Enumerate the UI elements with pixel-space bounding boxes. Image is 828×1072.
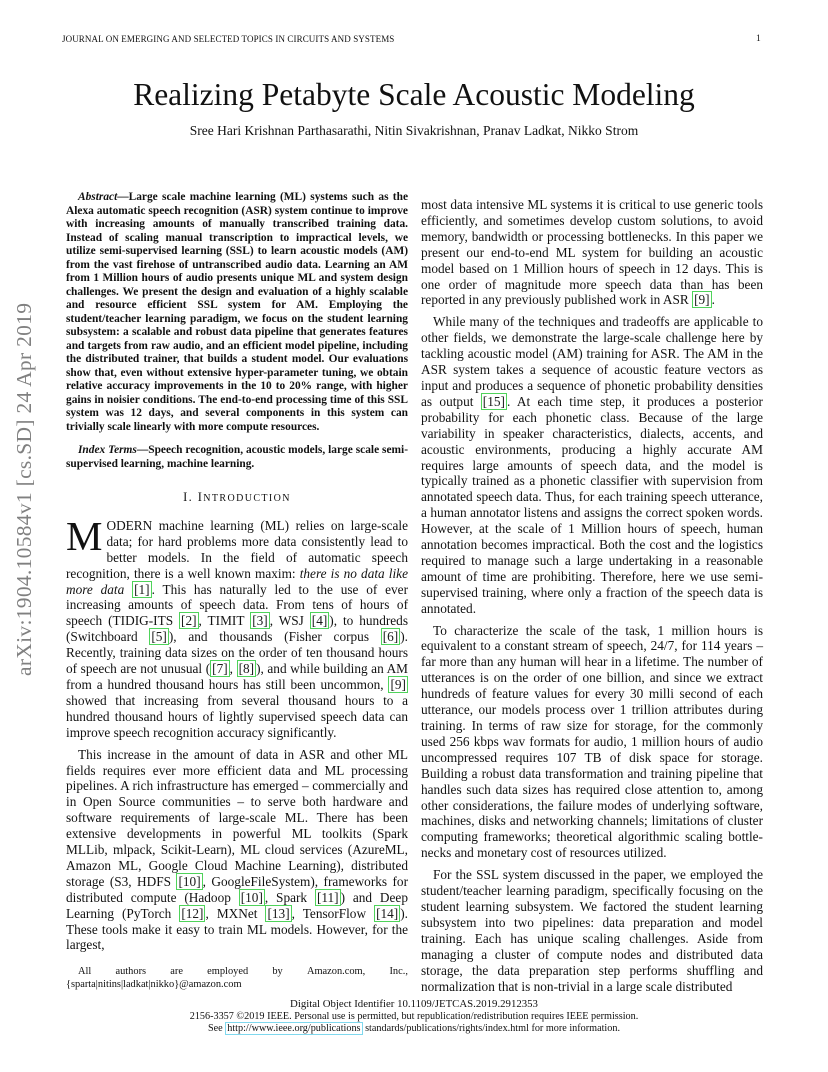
intro-paragraph-2 bbox=[66, 747, 408, 954]
citation-link[interactable]: [4] bbox=[311, 613, 328, 629]
text-run: most data intensive ML systems it is critical to use generic tools efficiently, and sometimes develop custom solutions, to avoid memory, bandwidth or processing bottlenecks. In this paper we present our end-to-end ML system for building an acoustic model based on 1 Million hours of speech in 12 days. This is one order of magnitude more speech data than has been reported in any previously published work in ASR bbox=[421, 197, 763, 308]
right-paragraph-2 bbox=[421, 314, 763, 616]
citation-link[interactable]: [15] bbox=[482, 393, 505, 409]
maxim: there is no data like more data bbox=[66, 565, 408, 597]
citation-link[interactable]: [9] bbox=[390, 676, 406, 692]
footer-rest-text: standards/publications/rights/index.html for more information. bbox=[362, 1023, 620, 1034]
text-run: ), and thousands (Fisher corpus bbox=[168, 629, 381, 645]
text-run: showed that increasing from several thousand hours to a hundred thousand hours of lightly supervised speech data can improve speech recognition accuracy significantly. bbox=[66, 692, 408, 740]
footer-doi: Digital Object Identifier 10.1109/JETCAS.2019.2912353 bbox=[290, 998, 538, 1010]
text-run: . At each time step, it produces a posterior probability for each phonetic class. Because of the large variability in speaker characteristics, dialects, accents, and acoustic environments, producing a highly accurate AM requires large amounts of speech data, and the model is typically trained as a phonetic classifier with supervision from annotated speech data. Thus, for each training speech utterance, a human annotator listens and assigns the correct spoken words. However, at the scale of 1 Million hours of speech, human annotation becomes impractical. Both the cost and the logistics required to manage such a large undertaking in a reasonable amount of time are prohibiting. Therefore, here we use semi-supervised training, where only a fraction of the speech data is annotated. bbox=[421, 393, 763, 616]
text-run: While many of the techniques and tradeoffs are applicable to other fields, we demonstrate the large-scale challenge here by tackling acoustic model (AM) training for ASR. The AM in the ASR system takes a sequence of acoustic feature vectors as input and produces a sequence of phonetic probability densities as output bbox=[421, 314, 763, 409]
citation-link[interactable]: [5] bbox=[151, 629, 167, 645]
text-run: ) and Deep Learning (PyTorch bbox=[66, 889, 408, 921]
index-terms-lead: Index Terms bbox=[78, 444, 137, 456]
abstract-lead: Abstract bbox=[78, 191, 118, 203]
citation-link[interactable]: [7] bbox=[212, 661, 228, 677]
text-run: . bbox=[711, 292, 715, 308]
text-run: , GoogleFileSystem), frameworks for distributed compute (Hadoop bbox=[66, 873, 408, 905]
section-heading bbox=[66, 490, 408, 507]
citation-link[interactable]: [1] bbox=[134, 581, 150, 597]
index-terms-text: —Speech recognition, acoustic models, large scale semi-supervised learning, machine learning. bbox=[66, 444, 408, 470]
text-run: ). Recently, training data sizes on the order of ten thousand hours of speech are not unusual ( bbox=[66, 629, 408, 677]
arxiv-stamp: arXiv:1904.10584v1 [cs.SD] 24 Apr 2019 bbox=[12, 302, 36, 676]
citation-link[interactable]: [9] bbox=[694, 292, 710, 308]
citation-link[interactable]: [14] bbox=[376, 905, 399, 921]
footer-see-text: See bbox=[207, 1023, 226, 1034]
right-column bbox=[421, 191, 763, 994]
footnote-word: by bbox=[272, 966, 283, 977]
footnote-word: All bbox=[78, 966, 92, 977]
running-head: JOURNAL ON EMERGING AND SELECTED TOPICS IN CIRCUITS AND SYSTEMS bbox=[62, 34, 395, 44]
right-paragraph-4: For the SSL system discussed in the paper, we employed the student/teacher learning paradigm, specifically focusing on the student learning subsystem. We factored the student learning subsystem into two pipelines: data preparation and model training. Each has unique scaling challenges. Aside from managing a cluster of compute nodes and distributed data storage, the data preparation step performs shuffling and normalization that is non-trivial in a large scale distributed bbox=[421, 867, 763, 994]
text-run: ). These tools make it easy to train ML models. However, for the largest, bbox=[66, 905, 408, 953]
text-run: , WSJ bbox=[269, 613, 310, 629]
section-numeral: I. bbox=[183, 490, 194, 504]
abstract bbox=[66, 191, 408, 434]
paper-title: Realizing Petabyte Scale Acoustic Modeling bbox=[133, 77, 695, 112]
section-first-letter: I bbox=[197, 490, 204, 504]
footnote-word: Amazon.com, bbox=[306, 966, 366, 977]
text-run bbox=[124, 582, 132, 597]
footnote-word: authors bbox=[115, 966, 147, 977]
dropcap: M bbox=[66, 512, 103, 559]
text-run: , TensorFlow bbox=[291, 905, 375, 921]
index-terms bbox=[66, 444, 408, 471]
text-run: , MXNet bbox=[205, 905, 266, 921]
footer-rights bbox=[0, 1023, 828, 1036]
section-rest: NTRODUCTION bbox=[203, 493, 291, 504]
right-paragraph-3: To characterize the scale of the task, 1 million hours is equivalent to a constant stream of speech, 24/7, for 114 years – far more than any human will hear in a lifetime. The number of utterances is on the order of one billion, and since we extract hundreds of feature values for every 30 milli second of each utterance, our models process over 1 trillion attributes during training. In terms of raw size for storage, for the commonly used 256 kbps wav formats for audio, 1 million hours of audio uncompressed requires 107 TB of disk space for storage. Building a robust data transformation and training pipeline that handles such data sizes has required close attention to, among other considerations, the failure modes of underlying software, machines, disks and networking channels; limitations of cluster computing frameworks; theoretical algorithmic scaling bottle-necks and monetary cost of resources utilized. bbox=[421, 622, 763, 861]
right-paragraph-1 bbox=[421, 197, 763, 308]
text-run: , bbox=[229, 661, 237, 677]
text-run: ), to hundreds (Switchboard bbox=[66, 613, 409, 645]
page-number: 1 bbox=[756, 34, 761, 44]
citation-link[interactable]: [12] bbox=[181, 905, 204, 921]
citation-link[interactable]: [10] bbox=[240, 889, 263, 905]
citation-link[interactable]: [6] bbox=[382, 629, 399, 645]
text-run: This increase in the amount of data in ASR and other ML fields requires ever more efficient data and ML processing pipelines. A rich infrastructure has emerged – commercially and in Open Source communities – to serve both hardware and software requirements of large-scale ML. There has been extensive developments in powerful ML toolkits (Spark MLLib, mlpack, Scikit-Learn), ML cloud services (AzureML, Amazon ML, Google Cloud Machine Learning), distributed storage (S3, HDFS bbox=[66, 746, 408, 889]
text-run: , TIMIT bbox=[198, 613, 251, 629]
citation-link[interactable]: [2] bbox=[181, 613, 197, 629]
citation-link[interactable]: [11] bbox=[316, 889, 339, 905]
arxiv-margin bbox=[0, 0, 40, 1072]
citation-link[interactable]: [3] bbox=[252, 613, 268, 629]
footnote-emails: {sparta|nitins|ladkat|nikko}@amazon.com bbox=[66, 978, 242, 990]
text-run: ODERN machine learning (ML) relies on large-scale data; for hard problems more data consistently lead to better models. In the field of automatic speech recognition, there is a well known maxim: bbox=[66, 517, 408, 581]
intro-paragraph-1 bbox=[66, 512, 409, 741]
citation-link[interactable]: [13] bbox=[267, 905, 290, 921]
left-column bbox=[66, 191, 408, 953]
footnote-word: employed bbox=[207, 966, 249, 977]
author-list: Sree Hari Krishnan Parthasarathi, Nitin Sivakrishnan, Pranav Ladkat, Nikko Strom bbox=[189, 123, 639, 138]
text-run: ), and while building an AM from a hundred thousand hours has still been uncommon, bbox=[66, 661, 409, 692]
abstract-text: —Large scale machine learning (ML) systems such as the Alexa automatic speech recognition (ASR) system continue to improve with increasing amounts of manually transcribed training data. Instead of scaling manual transcription to impractical levels, we utilize semi-supervised learning (SSL) to learn acoustic models (AM) from the vast firehose of untranscribed audio data. Learning an AM from 1 Million hours of audio presents unique ML and system design challenges. We present the design and evaluation of a highly scalable and resource efficient SSL system for AM. Employing the student/teacher learning paradigm, we focus on the student learning subsystem: a scalable and robust data pipeline that generates features and targets from raw audio, and an efficient model pipeline, including the distributed trainer, that builds a student model. Our evaluations show that, even without extensive hyper-parameter tuning, we obtain relative accuracy improvements in the 10 to 20% range, with higher gains in noisier conditions. The end-to-end processing time of this SSL system was 12 days, and several components in this system can trivially scale linearly with more compute resources. bbox=[66, 191, 408, 433]
text-run: , Spark bbox=[264, 889, 315, 905]
footnote-line-1 bbox=[66, 966, 408, 979]
citation-link[interactable]: [10] bbox=[178, 873, 201, 889]
author-footnote bbox=[66, 966, 408, 991]
footnote-word: are bbox=[170, 966, 183, 977]
footer-copyright: 2156-3357 ©2019 IEEE. Personal use is permitted, but republication/redistribution requires IEEE permission. bbox=[189, 1011, 639, 1022]
text-run: . This has naturally led to the use of ever increasing amounts of speech data. From tens of hours of speech (TIDIG-ITS bbox=[66, 581, 409, 629]
citation-link[interactable]: [8] bbox=[238, 661, 255, 677]
footnote-word: Inc., bbox=[389, 966, 408, 977]
ieee-publications-link[interactable]: http://www.ieee.org/publications bbox=[227, 1023, 361, 1034]
